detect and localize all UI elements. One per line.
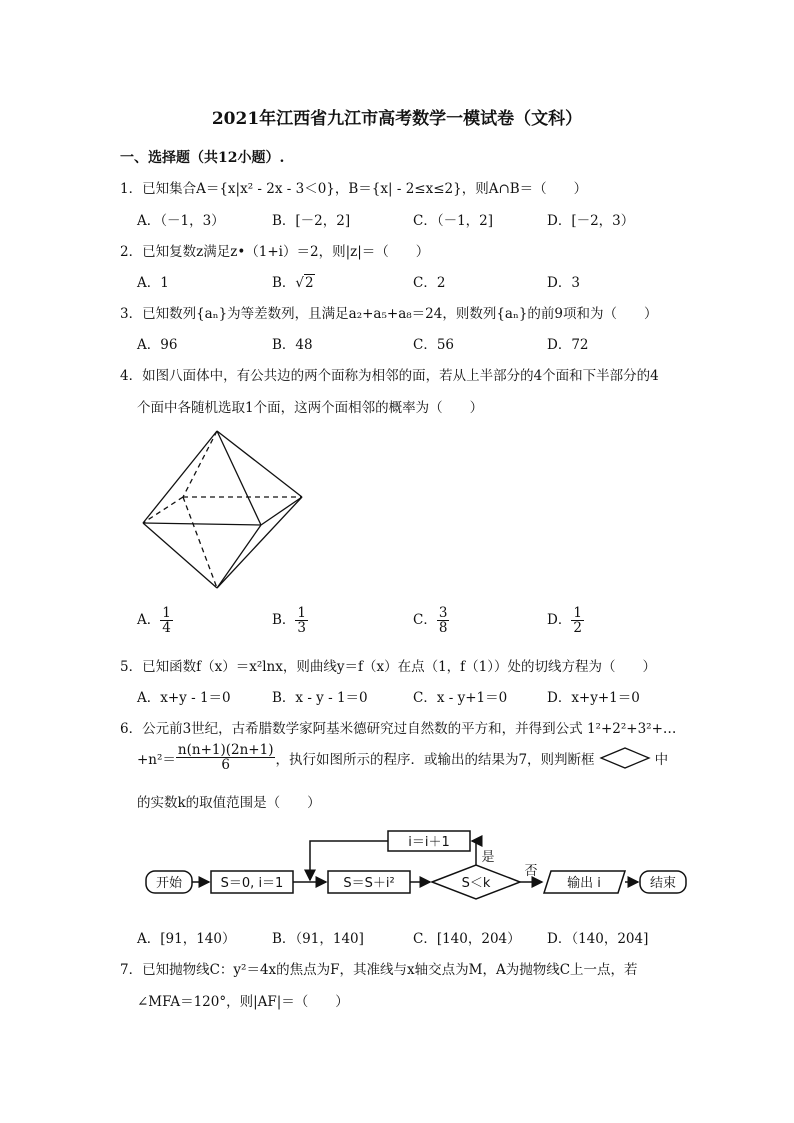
section-heading: 一、选择题（共12小题）. <box>120 150 285 166</box>
q5-option-c: C．x - y+1＝0 <box>413 690 508 706</box>
flow-yes-label: 是 <box>481 850 495 865</box>
page-title: 2021年江西省九江市高考数学一模试卷（文科） <box>211 109 583 129</box>
q4-option-a: A． $\frac{1}{4}$ <box>137 605 171 637</box>
hidden-edge <box>183 431 217 497</box>
question-7-line2: ∠MFA＝120°，则|AF|＝（ ） <box>137 994 349 1010</box>
edge <box>217 525 261 588</box>
question-5-stem: 5．已知函数f（x）＝x²lnx，则曲线y＝f（x）在点（1，f（1））处的切线方程为（ ） <box>120 659 657 675</box>
edge <box>217 431 261 525</box>
q1-option-a: A．（－1，3） <box>137 213 225 229</box>
q1-option-d: D．[－2，3） <box>547 213 635 229</box>
flow-condition-label: S＜k <box>461 876 491 891</box>
q4-option-c: C． $\frac{3}{8}$ <box>413 605 448 637</box>
edge <box>217 497 302 588</box>
flow-start-label: 开始 <box>155 876 183 891</box>
q2-option-d: D．3 <box>547 275 580 291</box>
flow-init-label: S＝0, i＝1 <box>220 876 284 891</box>
edge <box>261 497 302 525</box>
q6-option-b: B．（91，140] <box>272 931 364 947</box>
q3-option-d: D．72 <box>547 337 589 353</box>
flowchart-figure <box>138 825 690 905</box>
question-1-stem: 1．已知集合A＝{x|x² - 2x - 3＜0}，B＝{x| - 2≤x≤2}，则A∩B＝（ ） <box>120 181 588 197</box>
edge <box>217 431 302 497</box>
q6-option-a: A．[91，140） <box>137 931 236 947</box>
question-3-stem: 3．已知数列{aₙ}为等差数列，且满足a₂+a₅+a₈＝24，则数列{aₙ}的前9项和为（ ） <box>120 306 658 322</box>
edge <box>143 431 217 523</box>
edge <box>143 523 261 525</box>
question-6-line2: +n²＝ $\frac{n(n+1)(2n+1)}{6}$ ，执行如图所示的程序．或输出的结果为7，则判断框 中 <box>137 742 669 774</box>
decision-diamond-icon <box>599 746 651 770</box>
q1-option-b: B．[－2，2] <box>272 213 351 229</box>
question-7-line1: 7．已知抛物线C：y²＝4x的焦点为F，其准线与x轴交点为M，A为抛物线C上一点，若 <box>120 962 638 978</box>
question-6-line3: 的实数k的取值范围是（ ） <box>137 795 321 811</box>
question-4-line1: 4．如图八面体中，有公共边的两个面称为相邻的面，若从上半部分的4个面和下半部分的4 <box>120 368 659 384</box>
question-4-line2: 个面中各随机选取1个面，这两个面相邻的概率为（ ） <box>137 400 484 416</box>
q5-option-d: D．x+y+1＝0 <box>547 690 640 706</box>
q4-option-b: B． $\frac{1}{3}$ <box>272 605 307 637</box>
flow-increment-label: i＝i＋1 <box>408 835 450 850</box>
flow-update-label: S＝S＋i² <box>343 876 395 891</box>
flow-end-label: 结束 <box>649 876 677 891</box>
question-6-line1: 6．公元前3世纪，古希腊数学家阿基米德研究过自然数的平方和，并得到公式 1²+2²+3²+… <box>120 721 677 737</box>
q3-option-b: B．48 <box>272 337 313 353</box>
flow-output-label: 输出 i <box>567 876 601 891</box>
q5-option-a: A．x+y - 1＝0 <box>137 690 231 706</box>
hidden-edge <box>183 497 217 588</box>
edge <box>143 523 217 588</box>
q2-option-b: B．√2 <box>272 275 314 291</box>
q4-option-d: D． $\frac{1}{2}$ <box>547 605 582 637</box>
q5-option-b: B．x - y - 1＝0 <box>272 690 368 706</box>
hidden-edge <box>143 497 183 523</box>
q3-option-a: A．96 <box>137 337 178 353</box>
q2-option-a: A．1 <box>137 275 169 291</box>
q1-option-c: C．（－1，2] <box>413 213 494 229</box>
q6-option-d: D．（140，204] <box>547 931 649 947</box>
sqrt-symbol: √2 <box>295 275 314 291</box>
sum-formula-fraction: $\frac{n(n+1)(2n+1)}{6}$ <box>177 742 274 774</box>
octahedron-figure <box>135 425 310 595</box>
q2-option-c: C．2 <box>413 275 446 291</box>
question-2-stem: 2．已知复数z满足z•（1+i）＝2，则|z|＝（ ） <box>120 244 430 260</box>
flow-no-label: 否 <box>524 864 538 879</box>
q6-option-c: C．[140，204） <box>413 931 521 947</box>
q3-option-c: C．56 <box>413 337 455 353</box>
